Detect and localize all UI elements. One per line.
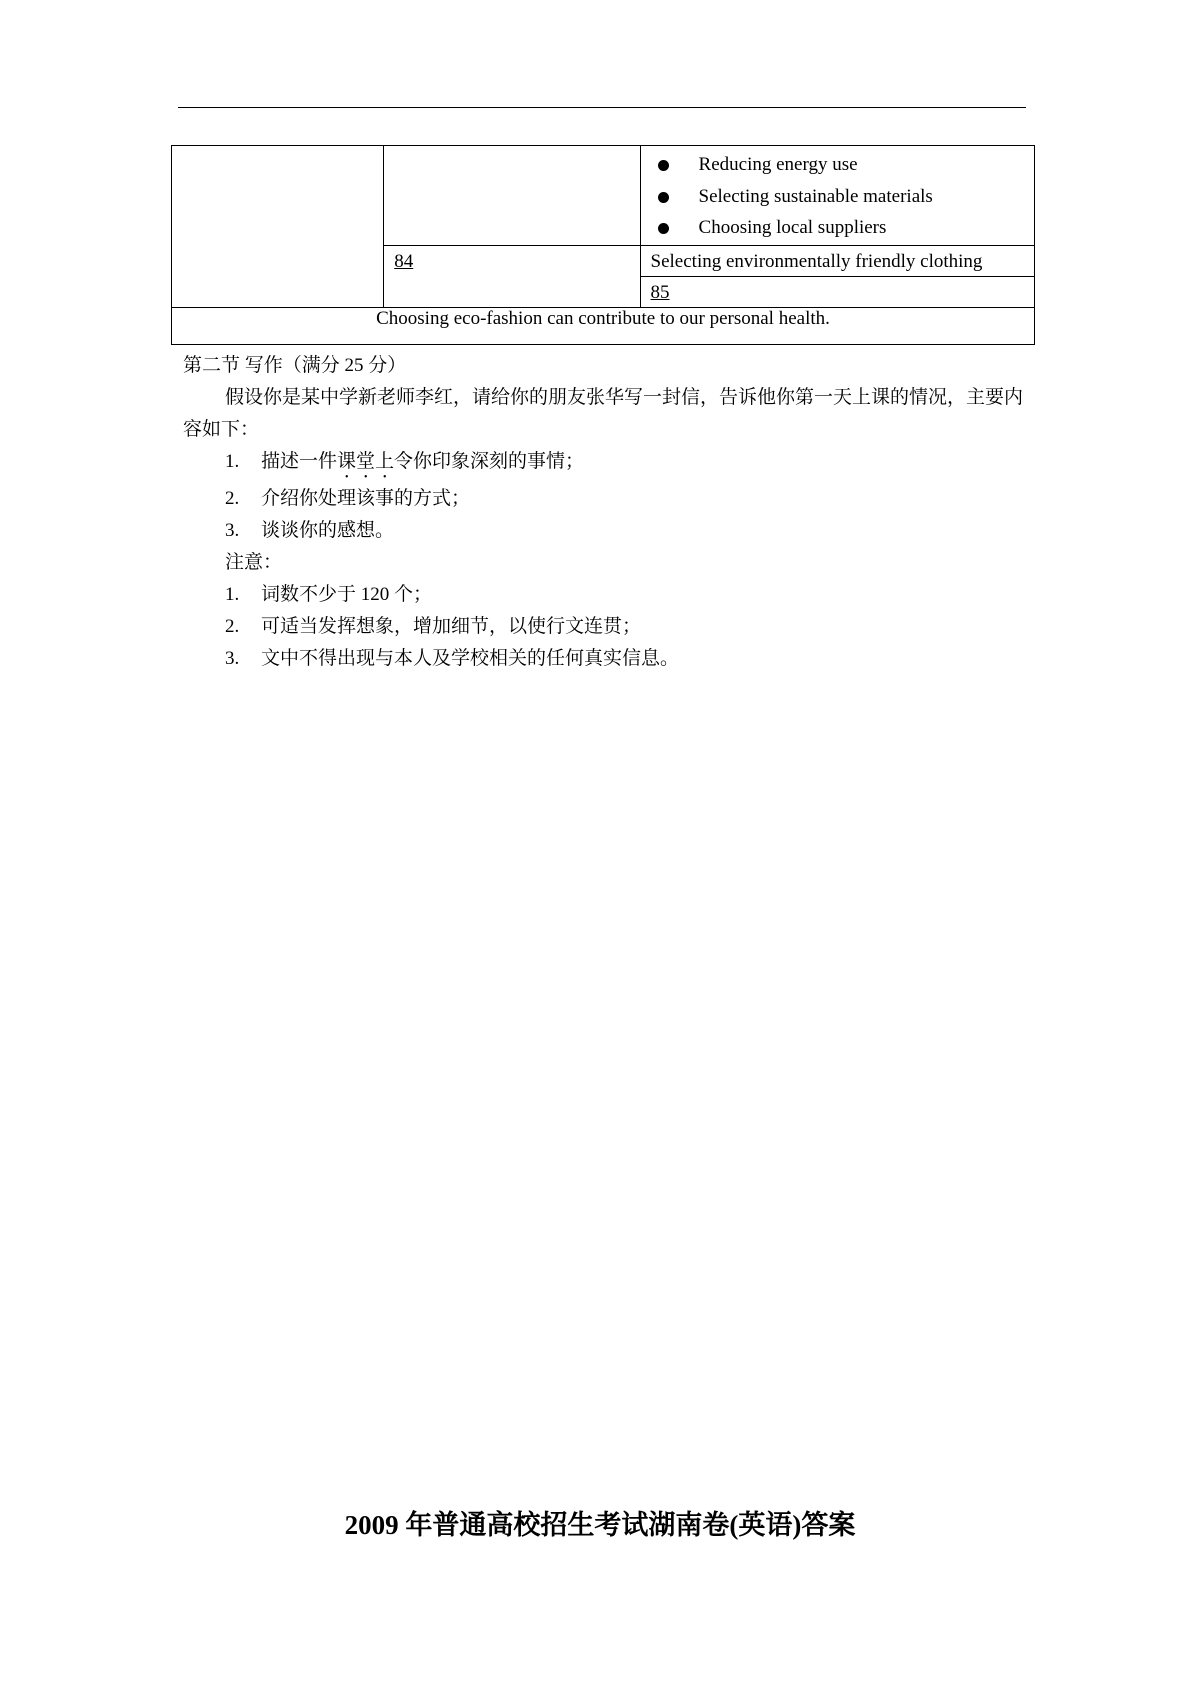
- list-item: [183, 483, 1033, 515]
- header-rule: [178, 107, 1026, 108]
- point-number: 3.: [225, 520, 240, 541]
- note-number: 3.: [225, 648, 240, 669]
- answer-title: 2009 年普通高校招生考试湖南卷(英语)答案: [344, 1510, 856, 1540]
- list-item: [651, 182, 1024, 214]
- note-text: 文中不得出现与本人及学校相关的任何真实信息。: [261, 648, 680, 669]
- point-text: 谈谈你的感想。: [261, 520, 395, 541]
- bullet-icon: [658, 160, 669, 171]
- list-item: [651, 213, 1024, 245]
- table-row: [172, 146, 1035, 246]
- list-item: [183, 446, 1033, 483]
- blank-85: 85: [650, 281, 670, 303]
- emphasized-text: 课堂上: [337, 451, 395, 472]
- empty-middle-cell: [384, 146, 640, 246]
- blank-84: 84: [394, 250, 414, 272]
- bullet-icon: [658, 223, 669, 234]
- list-item: [183, 643, 1033, 675]
- blank-85-cell: [640, 276, 1034, 307]
- empty-left-cell: [172, 146, 384, 308]
- list-item: [183, 611, 1033, 643]
- bullet-text: Selecting sustainable materials: [698, 185, 933, 207]
- list-item: [183, 515, 1033, 547]
- bullet-icon: [658, 192, 669, 203]
- bullets-cell: [640, 146, 1034, 246]
- list-item: [651, 150, 1024, 182]
- summary-cell: [172, 307, 1035, 344]
- section-heading: 第二节 写作（满分 25 分）: [183, 355, 407, 376]
- row-84-text-cell: [640, 245, 1034, 276]
- bullet-list: [651, 150, 1024, 245]
- bullet-text: Choosing local suppliers: [698, 217, 887, 239]
- eco-fashion-outline-table: [171, 145, 1035, 345]
- point-text-after: 令你印象深刻的事情；: [394, 451, 585, 472]
- bullet-text: Reducing energy use: [698, 154, 858, 176]
- note-text: 词数不少于 120 个；: [261, 584, 433, 605]
- writing-prompt: 假设你是某中学新老师李红，请给你的朋友张华写一封信，告诉他你第一天上课的情况，主要内容如下：: [183, 387, 1024, 440]
- notes-label-row: [183, 547, 1033, 579]
- point-text: 介绍你处理该事的方式；: [261, 488, 471, 509]
- table-row: [172, 307, 1035, 344]
- summary-text: Choosing eco-fashion can contribute to our personal health.: [376, 307, 830, 329]
- note-number: 1.: [225, 584, 240, 605]
- row-84-text: Selecting environmentally friendly clothing: [650, 250, 983, 272]
- notes-label: 注意：: [225, 552, 283, 573]
- point-text-before: 描述一件: [261, 451, 338, 472]
- point-number: 2.: [225, 488, 240, 509]
- list-item: [183, 579, 1033, 611]
- writing-section: [183, 350, 1033, 675]
- point-number: 1.: [225, 451, 240, 472]
- point-text: [261, 446, 584, 483]
- note-number: 2.: [225, 616, 240, 637]
- blank-84-cell: [384, 245, 640, 307]
- note-text: 可适当发挥想象，增加细节，以使行文连贯；: [261, 616, 642, 637]
